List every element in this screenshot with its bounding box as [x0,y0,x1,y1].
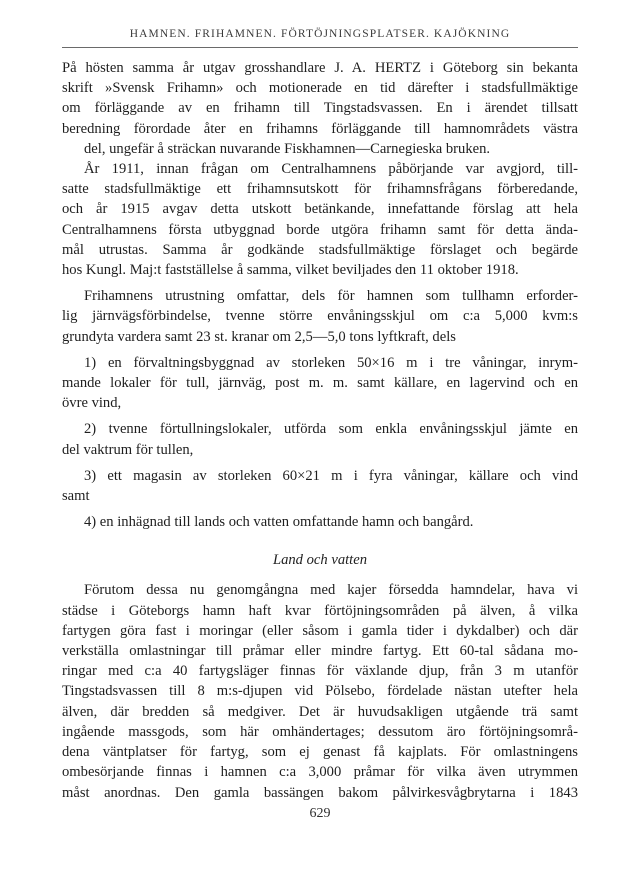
paragraph-frihamn-equipment [62,286,578,347]
page-number: 629 [309,806,331,821]
text-line: ingående massgods, som här omhändertages; dessutom äro förtöjningsområ- [62,723,578,740]
running-head: HAMNEN. FRIHAMNEN. FÖRTÖJNINGSPLATSER. KAJÖKNING [129,28,511,40]
text-line: älven, där bredden så medgiver. Det är huvudsakligen utgående trä samt [62,703,578,720]
text-line: del vaktrum för tullen, [62,441,194,458]
text-line: skrift »Svensk Frihamn» och motionerade en tid därefter i stadsfullmäktige [62,80,578,97]
text-line: 2) tvenne förtullningslokaler, utförda som enkla envåningsskjul jämte en [84,421,578,438]
list-item-administration-building [62,353,578,414]
paragraph-frihamn-committee [62,159,578,280]
text-line: grundyta vardera samt 23 st. kranar om 2,5—5,0 tons lyftkraft, dels [62,328,456,345]
text-line: städse i Göteborgs hamn haft kvar förtöjningsområden på älven, å vilka [62,602,578,619]
text-line: satte stadsfullmäktige ett frihamnsutskott för frihamnsfrågans förberedande, [62,181,578,198]
paragraph-moorings [62,580,578,802]
text-line: mål utrustas. Samma år godkände stadsfullmäktige förslaget och begärde [62,241,578,258]
text-line: hos Kungl. Maj:t fastställelse å samma, vilket beviljades den 11 oktober 1918. [62,262,519,279]
text-line: och år 1915 avgav detta utskott betänkande, innefattande förslag att hela [62,201,578,218]
list-item-warehouse [62,466,578,506]
paragraph-hertz-proposal [62,58,578,159]
text-line: lig järnvägsförbindelse, tvenne större envåningsskjul om c:a 5,000 kvm:s [62,308,578,325]
text-line: måst anordnas. Den gamla bassängen bakom pålvirkesvågbrytarna i 1843 [62,784,578,801]
text-line: Förutom dessa nu genomgångna med kajer försedda hamndelar, hava vi [84,582,578,599]
text-line: ringar med c:a 40 fartygsläger finnas för växlande djup, från 3 m utanför [62,663,578,680]
text-line: övre vind, [62,395,122,412]
text-line: samt [62,488,90,505]
body-text [62,58,578,803]
text-line: verkställa omlastningar till pråmar eller mindre fartyg. Ett 60-tal sådana mo- [62,643,578,660]
list-item-customs-premises [62,419,578,459]
text-line: fartygen göra fast i moringar (eller såsom i gamla tider i dykdalber) och där [62,622,578,639]
section-heading: Land och vatten [272,552,368,569]
text-line: mande lokaler för tull, järnväg, post m. m. samt källare, en lagervind och en [62,375,578,392]
text-line: 4) en inhägnad till lands och vatten omfattande hamn och bangård. [84,514,474,531]
text-line: Centralhamnens första utbyggnad borde utgöra frihamn samt för detta ända- [62,221,578,238]
text-line: År 1911, innan frågan om Centralhamnens påbörjande var avgjord, till- [84,161,578,178]
text-line: dena väntplatser för fartyg, som ej genast få kajplats. För omlastningens [62,744,578,761]
text-line: På hösten samma år utgav grosshandlare J. A. HERTZ i Göteborg sin bekanta [62,60,578,76]
text-line: om förläggande av en frihamn till Tingstadsvassen. En i ärendet tillsatt [62,100,578,117]
header-rule [62,47,578,48]
text-line: ombesörjande finnas i hamnen c:a 3,000 pråmar för vilka även utrymmen [62,764,578,781]
text-line: del, ungefär å sträckan nuvarande Fiskhamnen—Carnegieska bruken. [84,140,491,157]
text-line: 1) en förvaltningsbyggnad av storleken 50×16 m i tre våningar, inrym- [84,354,578,371]
text-line: beredning förordade åter en frihamns förläggande till hamnområdets västra [62,120,578,137]
list-item-enclosure [62,512,578,532]
text-line: Tingstadsvassen till 8 m:s-djupen vid Pölsebo, fördelade nästan utefter hela [62,683,578,700]
text-line: 3) ett magasin av storleken 60×21 m i fyra våningar, källare och vind [84,467,578,484]
text-line: Frihamnens utrustning omfattar, dels för hamnen som tullhamn erforder- [84,288,578,305]
